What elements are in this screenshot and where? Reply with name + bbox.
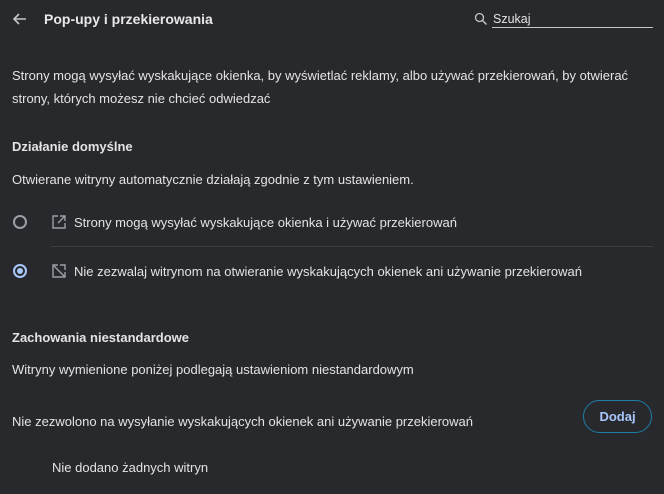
radio-block-popups[interactable] [13, 264, 27, 278]
back-button[interactable] [10, 9, 30, 29]
empty-list-text: Nie dodano żadnych witryn [52, 460, 209, 475]
open-in-new-icon [51, 214, 67, 230]
arrow-back-icon [10, 9, 30, 29]
radio-allow-popups[interactable] [13, 215, 27, 229]
search-box[interactable] [474, 10, 654, 28]
page-description: Strony mogą wysyłać wyskakujące okienka, by wyświetlać reklamy, albo używać przekierowań, by otwierać strony, których możesz nie chcieć odwiedzać [12, 68, 629, 106]
blocked-sites-label: Nie zezwolono na wysyłanie wyskakujących okienek ani używanie przekierowań [12, 414, 474, 429]
search-input[interactable] [492, 10, 653, 28]
default-behavior-heading: Działanie domyślne [12, 139, 133, 154]
search-icon [474, 12, 488, 26]
custom-behavior-subtext: Witryny wymienione poniżej podlegają ustawieniom niestandardowym [12, 362, 414, 377]
option-block-popups-label[interactable]: Nie zezwalaj witrynom na otwieranie wyskakujących okienek ani używanie przekierowań [74, 264, 582, 279]
page-title: Pop-upy i przekierowania [44, 11, 213, 27]
option-allow-popups-label[interactable]: Strony mogą wysyłać wyskakujące okienka i używać przekierowań [74, 215, 457, 230]
popup-blocked-icon [51, 263, 67, 279]
default-behavior-subtext: Otwierane witryny automatycznie działają zgodnie z tym ustawieniem. [12, 172, 414, 187]
custom-behavior-heading: Zachowania niestandardowe [12, 330, 189, 345]
divider [51, 246, 653, 247]
add-site-button[interactable]: Dodaj [583, 400, 652, 433]
